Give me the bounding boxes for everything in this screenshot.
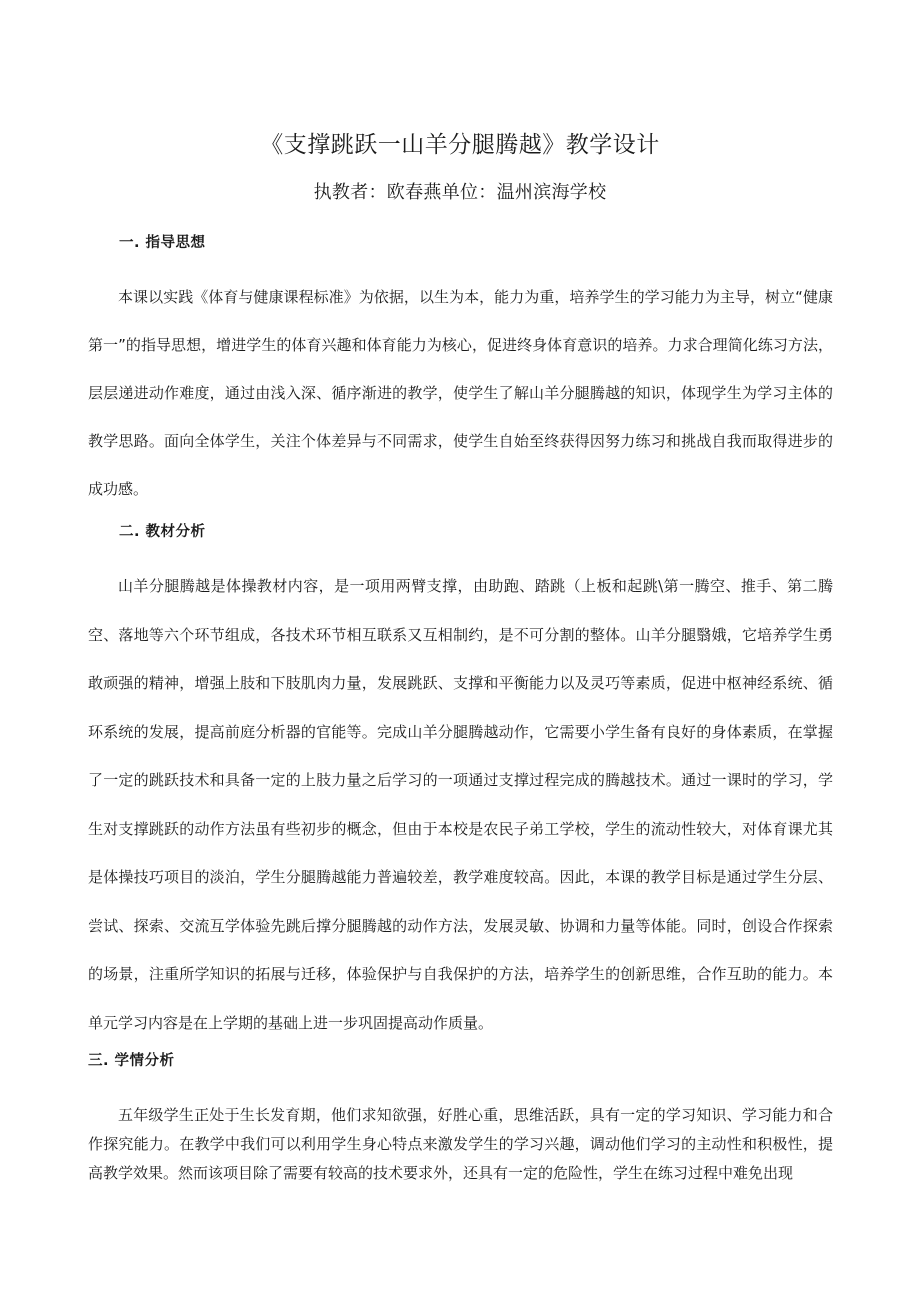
section-body-student-analysis: 五年级学生正处于生长发育期，他们求知欲强，好胜心重，思维活跃，具有一定的学习知识、学习能力和合作探究能力。在教学中我们可以利用学生身心特点来激发学生的学习兴趣，调动他们学习的主动性和积极性，提高教学效果。然而该项目除了需要有较高的技术要求外，还具有一定的危险性，学生在练习过程中难免出现: [88, 1106, 833, 1182]
document-title: 《支撑跳跃一山羊分腿腾越》教学设计: [260, 132, 660, 158]
section-body-guiding-ideology: 本课以实践《体育与健康课程标准》为依据，以生为本，能力为重，培养学生的学习能力为主导，树立“健康第一”的指导思想，增进学生的体育兴趣和体育能力为核心，促进终身体育意识的培养。力求合理简化练习方法，层层递进动作难度，通过由浅入深、循序渐进的教学，使学生了解山羊分腿腾越的知识，体现学生为学习主体的教学思路。面向全体学生，关注个体差异与不同需求，使学生自始至终获得因努力练习和挑战自我而取得进步的成功感。: [88, 288, 833, 498]
section-heading-guiding-ideology: 一. 指导思想: [119, 235, 206, 251]
section-body-material-analysis: 山羊分腿腾越是体操教材内容，是一项用两臂支撑，由助跑、踏跳（上板和起跳\第一腾空、推手、第二腾空、落地等六个环节组成，各技术环节相互联系又互相制约，是不可分割的整体。山羊分腿翳娥，它培养学生勇敢顽强的精神，增强上肢和下肢肌肉力量，发展跳跃、支撑和平衡能力以及灵巧等素质，促进中枢神经系统、循环系统的发展，提高前庭分析器的官能等。完成山羊分腿腾越动作，它需要小学生备有良好的身体素质，在掌握了一定的跳跃技术和具备一定的上肢力量之后学习的一项通过支撑过程完成的腾越技术。通过一课时的学习，学生对支撑跳跃的动作方法虽有些初步的概念，但由于本校是农民子弟工学校，学生的流动性较大，对体育课尤其是体操技巧项目的淡泊，学生分腿腾越能力普遍较差，教学难度较高。因此，本课的教学目标是通过学生分层、尝试、探索、交流互学体验先跳后撑分腿腾越的动作方法，发展灵敏、协调和力量等体能。同时，创设合作探索的场景，注重所学知识的拓展与迁移，体验保护与自我保护的方法，培养学生的创新思维，合作互助的能力。本单元学习内容是在上学期的基础上进一步巩固提高动作质量。: [88, 577, 833, 1032]
document-subtitle: 执教者：欧春燕单位：温州滨海学校: [313, 182, 607, 203]
section-heading-student-analysis: 三. 学情分析: [88, 1053, 175, 1069]
section-heading-material-analysis: 二. 教材分析: [119, 524, 206, 540]
